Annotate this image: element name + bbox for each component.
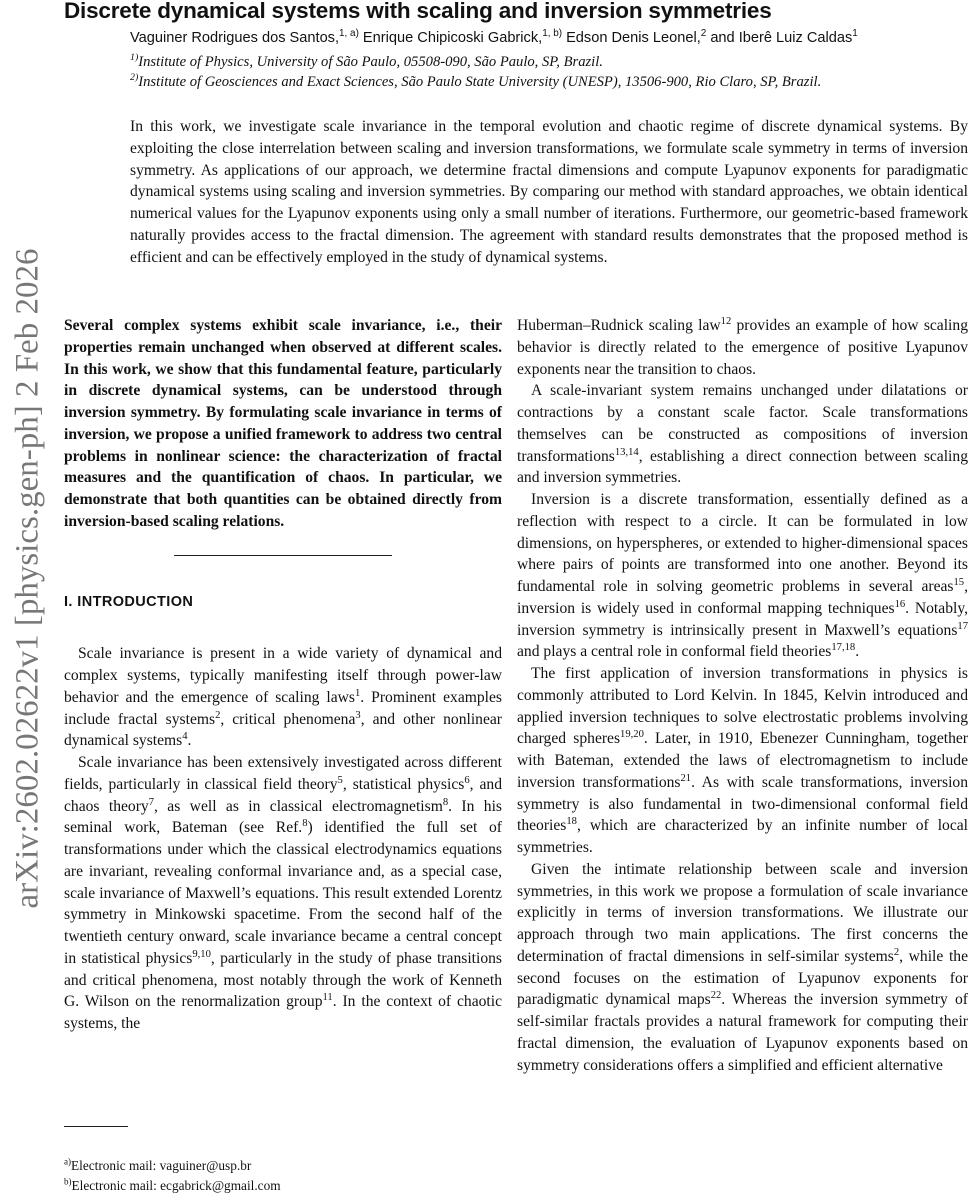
citation-ref: 5 xyxy=(337,774,343,786)
citation-ref: 8 xyxy=(302,818,308,830)
body-paragraph xyxy=(517,315,968,380)
citation-ref: 22 xyxy=(710,990,722,1002)
citation-ref: 13,14 xyxy=(614,446,639,458)
citation-ref: 2 xyxy=(893,946,900,958)
citation-ref: 17,18 xyxy=(831,642,856,654)
text-run: . In the context of chaotic systems, the xyxy=(64,993,502,1032)
text-run: The first application of inversion transformations in physics is commonly attributed to Lord Kelvin. In 1845, Kelvin introduced and applied inversion techniques to solve electrostatic problems involving charged spheres xyxy=(517,665,968,748)
citation-ref: 12 xyxy=(720,315,732,327)
text-run: , which are characterized by an infinite number of local symmetries. xyxy=(517,817,968,856)
text-run: . In his seminal work, Bateman (see Ref. xyxy=(64,797,502,837)
text-run: , and chaos theory xyxy=(64,775,502,815)
citation-ref: 17 xyxy=(957,620,968,632)
text-run: Scale invariance is present in a wide variety of dynamical and complex systems, typically manifesting itself through power-law behavior and the emergence of scaling laws xyxy=(64,645,502,706)
right-column xyxy=(517,315,968,1076)
text-run: , statistical physics xyxy=(342,775,465,793)
citation-ref: 6 xyxy=(464,774,470,786)
citation-ref: 16 xyxy=(894,598,906,610)
text-run: , particularly in the study of phase transitions and critical phenomena, most notably through the work of Kenneth G. Wilson on the renormalization group xyxy=(64,949,503,1011)
body-paragraph xyxy=(64,643,502,752)
footnote-rule xyxy=(64,1126,128,1127)
citation-ref: 18 xyxy=(566,816,577,828)
text-run: . xyxy=(855,643,860,661)
citation-ref: 11 xyxy=(322,992,333,1004)
body-paragraph xyxy=(517,859,968,1077)
affiliation: $^{1)}$Institute of Physics, University of São Paulo, 05508-090, São Paulo, SP, Brazil. xyxy=(130,52,603,70)
body-paragraph xyxy=(517,489,968,663)
text-run: , as well as in classical electromagnetism xyxy=(154,797,443,815)
text-run: . Whereas the inversion symmetry of self-similar fractals provides a natural framework for computing their fractal dimension, the evaluation of Lyapunov exponents based on symmetry considerations offers a simplified and efficient alternative xyxy=(517,991,968,1074)
separator-rule xyxy=(174,555,392,556)
citation-ref: 9,10 xyxy=(192,948,211,960)
text-run: and plays a central role in conformal field theories xyxy=(517,643,832,661)
text-run: provides an example of how scaling behavior is directly related to the emergence of positive Lyapunov exponents near the transition to chaos. xyxy=(517,317,968,378)
left-body xyxy=(64,643,502,1035)
text-run: , while the second focuses on the estimation of Lyapunov exponents for paradigmatic dynamical maps xyxy=(517,947,968,1009)
text-run: , and other nonlinear dynamical systems xyxy=(64,710,502,750)
footnote: $^{a)}$Electronic mail: vaguiner@usp.br xyxy=(64,1156,252,1173)
text-run: . Later, in 1910, Ebenezer Cunningham, together with Bateman, extended the laws of electromagnetism to include inversion transformations xyxy=(517,730,968,791)
author: Enrique Chipicoski Gabrick,$^{1, b)}$ xyxy=(358,28,563,46)
text-run: . Prominent examples include fractal systems xyxy=(64,688,502,728)
right-body xyxy=(517,315,968,1076)
citation-ref: 1 xyxy=(354,687,361,699)
citation-ref: 8 xyxy=(442,796,449,808)
author: Edson Denis Leonel,$^2$ xyxy=(562,28,707,46)
author: Vaguiner Rodrigues dos Santos,$^{1, a)}$ xyxy=(130,28,359,46)
arxiv-identifier: arXiv:2602.02622v1 [physics.gen-ph] 2 Feb 2026 xyxy=(9,248,46,909)
section-heading: I. INTRODUCTION xyxy=(64,593,194,610)
footnote: $^{b)}$Electronic mail: ecgabrick@gmail.com xyxy=(64,1176,281,1193)
text-run: Given the intimate relationship between scale and inversion symmetries, in this work we propose a formulation of scale invariance explicitly in terms of inversion transformations. We illustrate our approach through two main applications. The first concerns the determination of fractal dimensions in self-similar systems xyxy=(517,860,968,965)
body-paragraph xyxy=(517,663,968,859)
text-run: Inversion is a discrete transformation, essentially defined as a reflection with respect to a circle. It can be formulated in low dimensions, on hyperspheres, or extended to higher-dimensional spaces where pairs of points are transformed into one another. Beyond its fundamental role in solving geometric problems in several areas xyxy=(517,491,968,595)
author-list xyxy=(130,30,858,46)
abstract: In this work, we investigate scale invariance in the temporal evolution and chaotic regime of discrete dynamical systems. By exploiting the close interrelation between scaling and inversion transformations, we formulate scale symmetry in terms of inversion symmetry. As applications of our approach, we determine fractal dimensions and compute Lyapunov exponents for paradigmatic dynamical systems using scaling and inversion symmetries. By comparing our method with standard approaches, we obtain identical numerical values for the Lyapunov exponents using only a small number of iterations. Furthermore, our geometric-based framework naturally provides access to the fractal dimension. The agreement with standard results demonstrates that the proposed method is efficient and can be effectively employed in the study of dynamical systems. xyxy=(130,118,968,266)
text-run: A scale-invariant system remains unchanged under dilatations or contractions by a constant scale factor. Scale transformations themselves can be constructed as compositions of inversion transformations xyxy=(517,382,968,465)
text-run: Huberman–Rudnick scaling law xyxy=(517,317,721,334)
citation-ref: 3 xyxy=(355,709,361,721)
citation-ref: 7 xyxy=(148,796,155,808)
citation-ref: 21 xyxy=(680,772,692,784)
left-column xyxy=(64,315,502,1035)
citation-ref: 15 xyxy=(953,576,965,588)
affiliation: $^{2)}$Institute of Geosciences and Exact Sciences, São Paulo State University (UNESP), 13506-900, Rio Claro, SP, Brazil. xyxy=(130,72,822,90)
citation-ref: 4 xyxy=(182,731,188,743)
body-paragraph xyxy=(64,752,502,1035)
citation-ref: 19,20 xyxy=(620,729,644,741)
author: and Iberê Luiz Caldas$^1$ xyxy=(706,28,858,46)
text-run: Scale invariance has been extensively investigated across different fields, particularly in classical field theory xyxy=(64,754,502,793)
text-run: . As with scale transformations, inversion symmetry is also fundamental in two-dimensional conformal field theories xyxy=(517,773,968,835)
lead-paragraph: Several complex systems exhibit scale invariance, i.e., their properties remain unchanged when observed at different scales. In this work, we show that this fundamental feature, particularly in discrete dynamical systems, can be understood through inversion symmetry. By formulating scale invariance in terms of inversion, we propose a unified framework to address two central problems in nonlinear science: the characterization of fractal measures and the quantification of chaos. In particular, we demonstrate that both quantities can be obtained directly from inversion-based scaling relations. xyxy=(64,317,502,530)
citation-ref: 2 xyxy=(215,709,221,721)
paper-title: Discrete dynamical systems with scaling and inversion symmetries xyxy=(64,0,772,23)
text-run: . xyxy=(187,732,192,750)
text-run: , establishing a direct connection between scaling and inversion symmetries. xyxy=(517,447,968,487)
text-run: ) identified the full set of transformations under which the classical electrodynamics equations are invariant, revealing conformal invariance and, as a special case, scale invariance of Maxwell’s equations. This result extended Lorentz symmetry in Minkowski spacetime. From the second half of the twentieth century onward, scale invariance became a central concept in statistical physics xyxy=(64,819,503,967)
body-paragraph xyxy=(517,380,968,489)
text-run: , inversion is widely used in conformal mapping techniques xyxy=(517,578,968,617)
text-run: , critical phenomena xyxy=(220,710,356,728)
text-run: . Notably, inversion symmetry is intrinsically present in Maxwell’s equations xyxy=(517,599,969,639)
